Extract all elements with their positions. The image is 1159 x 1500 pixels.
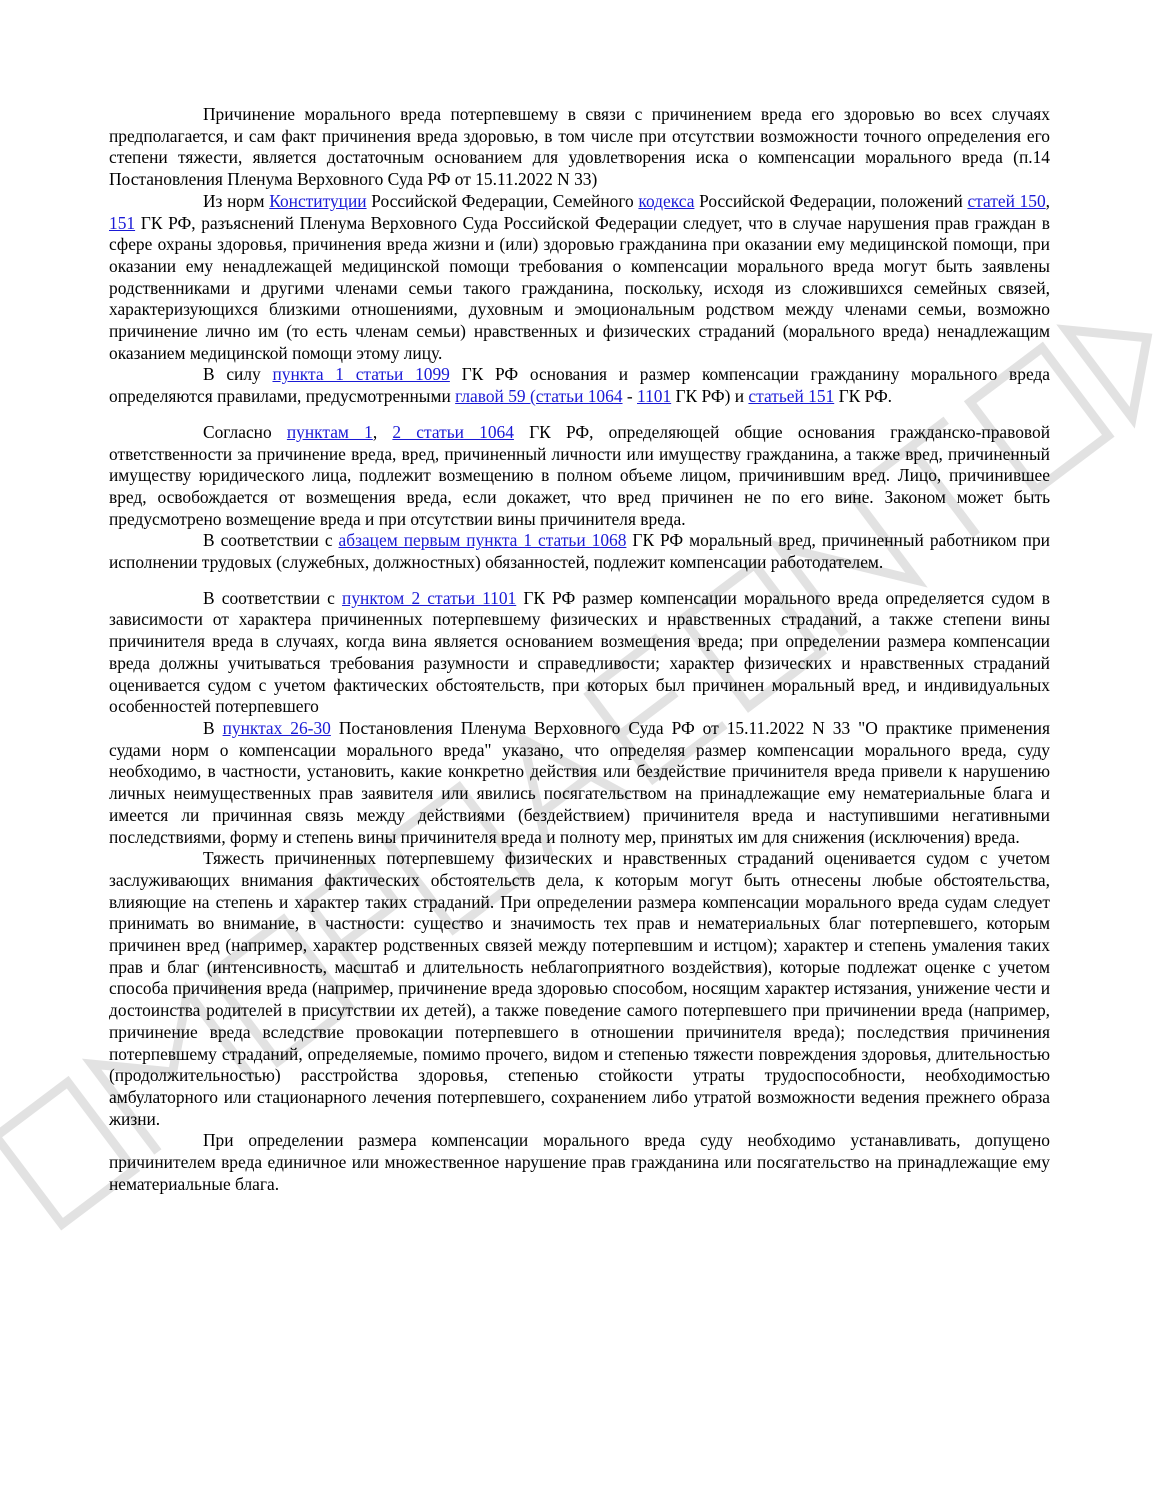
paragraph-text: ГК РФ моральный вред, причиненный работником при исполнении трудовых (служебных, должностных) обязанностей, подлежит компенсации работодателем. bbox=[109, 530, 1050, 573]
paragraph-text: ГК РФ. bbox=[834, 386, 893, 407]
legal-reference-link[interactable]: абзацем первым пункта 1 статьи 1068 bbox=[338, 530, 627, 551]
legal-reference-link[interactable]: пункта 1 статьи 1099 bbox=[272, 364, 450, 385]
paragraph bbox=[109, 718, 1050, 848]
paragraph-text: ГК РФ, определяющей общие основания гражданско-правовой ответственности за причинение вреда, вред, причиненный личности или имуществу гражданина, а также вред, причиненный имуществу юридического лица, подлежит возмещению в полном объеме лицом, причинившим вред. Лицо, причинившее вред, освобождается от возмещения вреда, если докажет, что вред причинен не по его вине. Законом может быть предусмотрено возмещение вреда и при отсутствии вины причинителя вреда. bbox=[109, 421, 1051, 529]
paragraph bbox=[109, 848, 1050, 1130]
legal-reference-link[interactable]: статей 150 bbox=[967, 190, 1046, 211]
legal-reference-link[interactable]: пунктам 1 bbox=[286, 421, 373, 442]
document-body bbox=[109, 104, 1050, 1195]
paragraph-text: Российской Федерации, положений bbox=[694, 190, 968, 211]
paragraph-text: В соответствии с bbox=[203, 587, 343, 608]
paragraph-text: В силу bbox=[203, 364, 273, 385]
paragraph-text: ГК РФ) и bbox=[671, 386, 749, 407]
legal-reference-link[interactable]: кодекса bbox=[638, 190, 695, 211]
paragraph-text: Согласно bbox=[203, 421, 287, 442]
paragraph-text: - bbox=[622, 386, 638, 407]
paragraph bbox=[109, 191, 1050, 365]
paragraph bbox=[109, 1130, 1050, 1195]
paragraph-text: Из норм bbox=[203, 190, 270, 211]
legal-reference-link[interactable]: 1101 bbox=[637, 386, 672, 407]
paragraph-text: Российской Федерации, Семейного bbox=[366, 190, 639, 211]
legal-reference-link[interactable]: статьей 151 bbox=[748, 386, 835, 407]
legal-reference-link[interactable]: 151 bbox=[109, 212, 136, 233]
paragraph-text: В bbox=[203, 717, 223, 738]
legal-reference-link[interactable]: пунктах 26-30 bbox=[222, 717, 331, 738]
legal-reference-link[interactable]: главой 59 (статьи 1064 bbox=[455, 386, 623, 407]
paragraph-text: ГК РФ, разъяснений Пленума Верховного Суда Российской Федерации следует, что в случае нарушения прав граждан в сфере охраны здоровья, причинения вреда жизни и (или) здоровью гражданина при оказании ему медицинской помощи, при оказании ему ненадлежащей медицинской помощи требования о компенсации морального вреда могут быть заявлены родственниками и другими членами семьи такого гражданина, поскольку, исходя из сложившихся семейных связей, характеризующихся близкими отношениями, духовным и эмоциональным родством между членами семьи, возможно причинение лично им (то есть членам семьи) нравственных и физических страданий (морального вреда) ненадлежащим оказанием медицинской помощи этому лицу. bbox=[109, 212, 1050, 363]
legal-reference-link[interactable]: пунктом 2 статьи 1101 bbox=[342, 587, 517, 608]
legal-reference-link[interactable]: 2 статьи 1064 bbox=[392, 421, 514, 442]
paragraph-text: Постановления Пленума Верховного Суда РФ от 15.11.2022 N 33 "О практике применения судами норм о компенсации морального вреда" указано, что определяя размер компенсации морального вреда, суду необходимо, в частности, установить, какие конкретно действия или бездействие причинителя вреда привели к нарушению личных неимущественных прав заявителя или явились посягательством на принадлежащие ему нематериальные блага и имеется ли причинная связь между действиями (бездействием) причинителя вреда и наступившими негативными последствиями, форму и степень вины причинителя вреда и полноту мер, принятых им для снижения (исключения) вреда. bbox=[109, 717, 1050, 847]
paragraph-text: В соответствии с bbox=[203, 530, 339, 551]
paragraph bbox=[109, 364, 1050, 407]
paragraph-text: , bbox=[372, 421, 393, 442]
paragraph-text: При определении размера компенсации морального вреда суду необходимо устанавливать, допущено причинителем вреда единичное или множественное нарушение прав гражданина или посягательство на принадлежащие ему нематериальные блага. bbox=[109, 1130, 1050, 1194]
paragraph-text: ГК РФ основания и размер компенсации гражданину морального вреда определяются правилами, предусмотренными bbox=[109, 364, 1051, 407]
paragraph-text: Тяжесть причиненных потерпевшему физических и нравственных страданий оценивается судом с учетом заслуживающих внимания фактических обстоятельств дела, к которым могут быть отнесены любые обстоятельства, влияющие на степень и характер таких страданий. При определении размера компенсации морального вреда судам следует принимать во внимание, в частности: существо и значимость тех прав и нематериальных благ потерпевшего, которым причинен вред (например, характер родственных связей между потерпевшим и истцом); характер и степень умаления таких прав и благ (интенсивность, масштаб и длительность неблагоприятного воздействия), которые подлежат оценке с учетом способа причинения вреда (например, причинение вреда здоровью способом, носящим характер истязания, унижение чести и достоинства родителей в присутствии их детей), а также поведение самого потерпевшего при причинении вреда (например, причинение вреда вследствие провокации потерпевшего в отношении причинителя вреда); последствия причинения потерпевшему страданий, определяемые, помимо прочего, видом и степенью тяжести повреждения здоровья, длительностью (продолжительностью) расстройства здоровья, степенью стойкости утраты трудоспособности, необходимостью амбулаторного или стационарного лечения потерпевшего, сохранением либо утратой возможности ведения прежнего образа жизни. bbox=[109, 848, 1050, 1129]
paragraph bbox=[109, 588, 1050, 718]
paragraph bbox=[109, 530, 1050, 573]
paragraph bbox=[109, 422, 1050, 531]
paragraph bbox=[109, 104, 1050, 191]
legal-reference-link[interactable]: Конституции bbox=[269, 190, 367, 211]
paragraph-text: ГК РФ размер компенсации морального вреда определяется судом в зависимости от характера причиненных потерпевшему физических и нравственных страданий, а также степени вины причинителя вреда в случаях, когда вина является основанием возмещения вреда; при определении размера компенсации вреда должны учитываться требования разумности и справедливости; характер физических и нравственных страданий оценивается судом с учетом фактических обстоятельств, при которых был причинен моральный вред, и индивидуальных особенностей потерпевшего bbox=[109, 587, 1051, 717]
paragraph-text: , bbox=[1045, 190, 1050, 211]
paragraph-text: Причинение морального вреда потерпевшему в связи с причинением вреда его здоровью во всех случаях предполагается, и сам факт причинения вреда здоровью, в том числе при отсутствии возможности точного определения его степени тяжести, является достаточным основанием для удовлетворения иска о компенсации морального вреда (п.14 Постановления Пленума Верховного Суда РФ от 15.11.2022 N 33) bbox=[109, 104, 1050, 190]
